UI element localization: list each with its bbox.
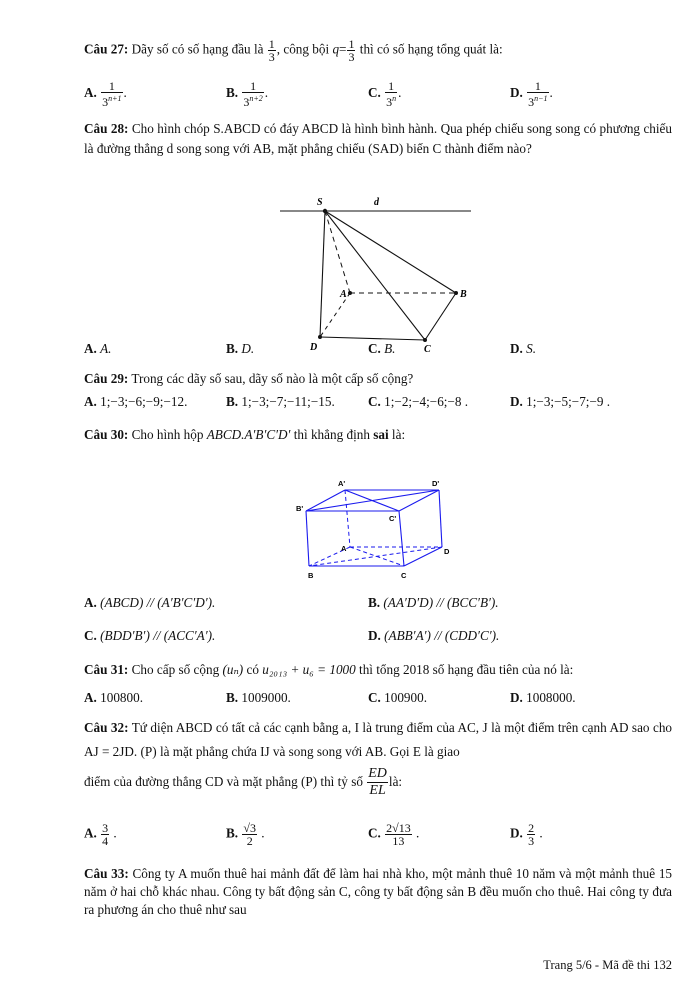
option-29-d[interactable]: D. 1;−3;−5;−7;−9 .	[510, 394, 611, 409]
option-31-a[interactable]: A. 100800.	[84, 690, 143, 705]
option-32-b[interactable]: B. $\frac{√3}{2}$ .	[226, 821, 265, 848]
option-29-a[interactable]: A. 1;−3;−6;−9;−12.	[84, 394, 188, 409]
question-33-label: Câu 33:	[84, 866, 129, 881]
ratio-fraction: $\frac{1}{3}$	[348, 37, 355, 64]
question-30-options-row1	[84, 595, 672, 619]
question-32-line3-b: là:	[388, 774, 403, 789]
option-30-a[interactable]: A. (ABCD) // (A′B′C′D′).	[84, 595, 216, 610]
question-30-options-row2	[84, 628, 672, 652]
option-29-c[interactable]: C. 1;−2;−4;−6;−8 .	[368, 394, 469, 409]
question-28-options	[84, 341, 672, 365]
question-33	[84, 865, 672, 919]
question-32-line3-a: điểm của đường thẳng CD và mặt phẳng (P) thì tỷ số	[84, 774, 363, 789]
label-C: C	[401, 571, 407, 580]
option-32-a[interactable]: A. $\frac{3}{4}$ .	[84, 821, 117, 848]
question-30-text-b: thì khẳng định	[293, 427, 370, 442]
option-31-d[interactable]: D. 1008000.	[510, 690, 576, 705]
question-30	[84, 425, 672, 445]
question-30-text-c: là:	[391, 427, 406, 442]
question-28	[84, 119, 672, 159]
question-27-text-b: , công bội	[276, 41, 330, 57]
question-29-text: Trong các dãy số sau, dãy số nào là một cấp số cộng?	[131, 371, 414, 386]
edge-SB	[325, 211, 456, 293]
question-29	[84, 369, 672, 389]
label-A1: A'	[338, 479, 346, 488]
question-31-label: Câu 31:	[84, 662, 129, 677]
question-30-emphasis: sai	[373, 427, 389, 442]
question-32-line1: Tứ diện ABCD có tất cả các cạnh bằng a, I là trung điểm của AC, J là một điểm trên	[131, 720, 579, 735]
question-27-text-c: thì có số hạng tổng quát là:	[359, 41, 503, 57]
option-27-a[interactable]: A. $\frac{1}{3^{n+1}}$ .	[84, 79, 127, 109]
option-32-c[interactable]: C. $\frac{2√13}{13}$ .	[368, 821, 420, 848]
question-32-ratio-line	[84, 764, 672, 800]
label-D1: D'	[432, 479, 440, 488]
option-31-c[interactable]: C. 100900.	[368, 690, 427, 705]
question-32-label: Câu 32:	[84, 720, 129, 735]
question-31-options	[84, 690, 672, 714]
option-28-d[interactable]: D. S.	[510, 341, 537, 356]
question-27-options	[84, 79, 672, 109]
question-31	[84, 660, 672, 680]
edge-CB	[425, 293, 456, 340]
question-27-label: Câu 27:	[84, 41, 129, 57]
option-32-d[interactable]: D. $\frac{2}{3}$ .	[510, 821, 543, 848]
box-figure	[288, 474, 458, 584]
option-31-b[interactable]: B. 1009000.	[226, 690, 291, 705]
question-31-text-a: Cho cấp số cộng	[131, 662, 220, 677]
label-d: d	[374, 197, 379, 208]
ratio-equals: =	[339, 41, 347, 57]
option-30-c[interactable]: C. (BDD′B′) // (ACC′A′).	[84, 628, 216, 643]
question-27	[84, 38, 672, 63]
question-29-options	[84, 394, 672, 418]
option-30-b[interactable]: B. (AA′D′D) // (BCC′B′).	[368, 595, 499, 610]
option-29-b[interactable]: B. 1;−3;−7;−11;−15.	[226, 394, 335, 409]
label-C: C	[424, 344, 431, 354]
label-A: A	[340, 289, 347, 300]
edge-DC	[320, 337, 425, 340]
ratio-variable: q	[332, 41, 340, 57]
question-29-label: Câu 29:	[84, 371, 129, 386]
pyramid-figure	[276, 192, 476, 354]
question-32	[84, 716, 672, 764]
label-D: D	[310, 342, 318, 353]
box-name: ABCD.A′B′C′D′	[206, 427, 291, 442]
first-term-fraction: $\frac{1}{3}$	[268, 37, 275, 64]
label-D: D	[444, 547, 450, 556]
option-27-c[interactable]: C. $\frac{1}{3^n}$ .	[368, 79, 402, 109]
question-32-options	[84, 822, 672, 846]
label-C1: C'	[389, 514, 397, 523]
option-27-d[interactable]: D. $\frac{1}{3^{n-1}}$ .	[510, 79, 553, 109]
question-31-text-b: có	[246, 662, 259, 677]
page-footer: Trang 5/6 - Mã đề thi 132	[543, 958, 672, 972]
question-28-text: Cho hình chóp S.ABCD có đáy ABCD là hình bình hành. Qua phép chiếu song song có phương chiếu là đường thẳng d song song với AB, mặt phẳng chiếu (SAD) biến C thành điểm nào?	[84, 121, 673, 156]
label-B: B	[308, 571, 314, 580]
sequence-name: (uₙ)	[222, 662, 244, 677]
option-27-b[interactable]: B. $\frac{1}{3^{n+2}}$ .	[226, 79, 269, 109]
question-32-line2: cạnh AD sao cho AJ = 2JD. (P) là mặt phẳng chứa IJ và song song với AB. Gọi E là giao	[84, 720, 673, 759]
label-B1: B'	[296, 504, 304, 513]
question-30-text-a: Cho hình hộp	[131, 427, 204, 442]
edge-SD	[320, 211, 325, 337]
label-A: A	[341, 544, 347, 553]
question-33-text: Công ty A muốn thuê hai mảnh đất để làm hai nhà kho, một mảnh thuê 10 năm và một mảnh thuê 15 năm ở hai chỗ khác nhau. Công ty bất động sản C, công ty bất động sản B đều muốn cho thuê. Hai công ty đưa ra phương án cho thuê như sau	[84, 866, 673, 917]
ratio-ED-EL: $\frac{ED}{EL}$	[368, 766, 387, 799]
sequence-condition: u₂₀₁₃ + u₆ = 1000	[262, 662, 356, 677]
option-28-b[interactable]: B. D.	[226, 341, 255, 356]
label-B: B	[460, 289, 467, 300]
option-28-c[interactable]: C. B.	[368, 341, 396, 356]
question-31-text-c: thì tổng 2018 số hạng đầu tiên của nó là:	[359, 662, 574, 677]
label-S: S	[317, 197, 323, 208]
option-30-d[interactable]: D. (ABB′A′) // (CDD′C′).	[368, 628, 500, 643]
question-30-label: Câu 30:	[84, 427, 129, 442]
option-28-a[interactable]: A. A.	[84, 341, 112, 356]
question-28-label: Câu 28:	[84, 121, 129, 136]
edge-SA	[325, 211, 350, 293]
edge-SC	[325, 211, 425, 340]
question-27-text-a: Dãy số có số hạng đầu là	[131, 41, 264, 57]
